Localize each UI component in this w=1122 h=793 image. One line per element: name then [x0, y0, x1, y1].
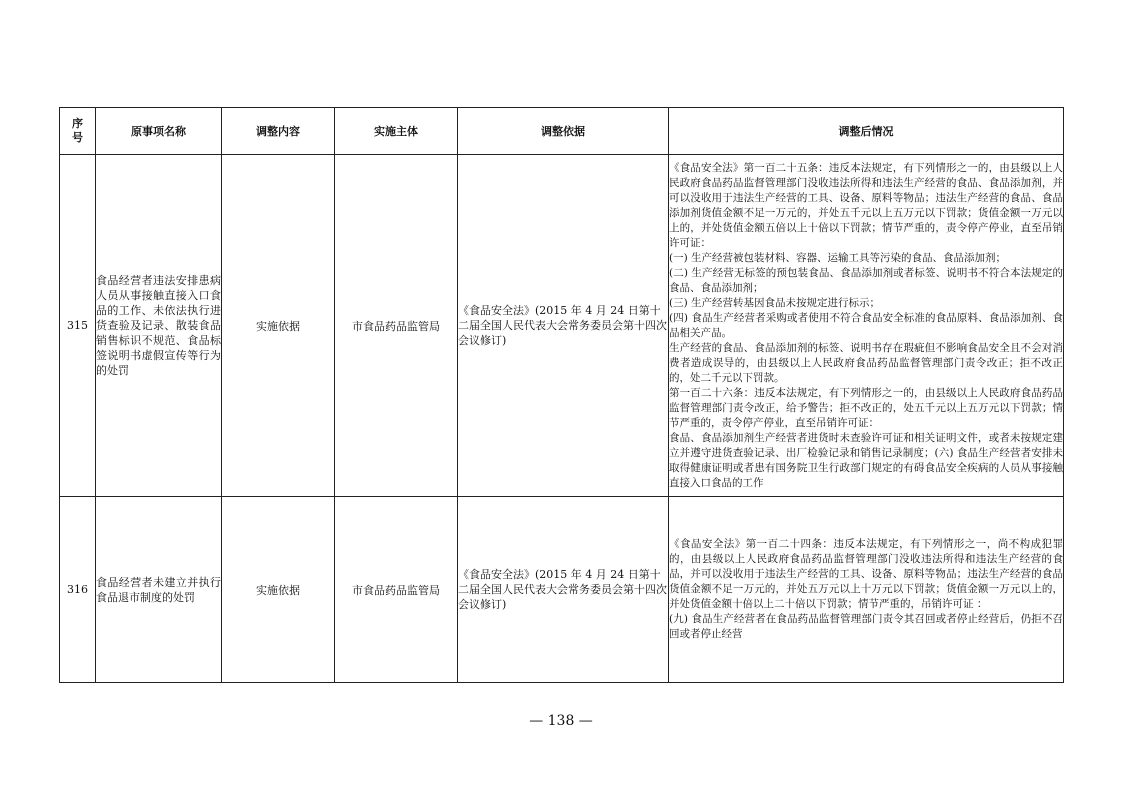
header-basis: 调整依据 — [458, 108, 669, 155]
header-after: 调整后情况 — [669, 108, 1064, 155]
header-name: 原事项名称 — [96, 108, 222, 155]
after-paragraph: (一) 生产经营被包装材料、容器、运输工具等污染的食品、食品添加剂； — [669, 251, 1007, 264]
row-content: 实施依据 — [222, 497, 335, 683]
after-paragraph: 《食品安全法》第一百二十四条：违反本法规定，有下列情形之一，尚不构成犯罪的，由县级以上人民政府食品药品监督管理部门没收违法所得和违法生产经营的食品，并可以没收用于违法生产经营的工具、设备、原料等物品；违法生产经营的食品货值金额不足一万元的，并处五万元以上十万元以下罚款；货值金额一万元以上的，并处货值金额十倍以上二十倍以下罚款；情节严重的，吊销许可证 ： — [669, 538, 1063, 610]
after-paragraph: (三) 生产经营转基因食品未按规定进行标示； — [669, 296, 881, 309]
after-paragraph: (四) 食品生产经营者采购或者使用不符合食品安全标准的食品原料、食品添加剂、食品相关产品。 — [669, 311, 1063, 339]
after-paragraph: 食品、食品添加剂生产经营者进货时未查验许可证和相关证明文件，或者未按规定建立并遵守进货查验记录、出厂检验记录和销售记录制度；(六) 食品生产经营者安排未取得健康证明或者患有国务院卫生行政部门规定的有碍食品安全疾病的人员从事接触直接入口食品的工作 — [669, 431, 1063, 489]
row-seq: 315 — [60, 155, 96, 497]
row-basis: 《食品安全法》(2015 年 4 月 24 日第十二届全国人民代表大会常务委员会第十四次会议修订) — [458, 497, 669, 683]
after-paragraph: 第一百二十六条：违反本法规定，有下列情形之一的，由县级以上人民政府食品药品监督管理部门责令改正，给予警告；拒不改正的，处五千元以上五万元以下罚款；情节严重的，责令停产停业，直至吊销许可证： — [669, 386, 1063, 429]
header-subject: 实施主体 — [335, 108, 458, 155]
table-header-row — [60, 108, 1064, 155]
row-seq: 316 — [60, 497, 96, 683]
regulation-table — [59, 107, 1064, 683]
row-after — [669, 155, 1064, 497]
after-paragraph: (九) 食品生产经营者在食品药品监督管理部门责令其召回或者停止经营后，仍拒不召回或者停止经营 — [669, 613, 1063, 640]
after-paragraph: 《食品安全法》第一百二十五条：违反本法规定，有下列情形之一的，由县级以上人民政府食品药品监督管理部门没收违法所得和违法生产经营的食品、食品添加剂，并可以没收用于违法生产经营的工具、设备、原料等物品；违法生产经营的食品、食品添加剂货值金额不足一万元的，并处五千元以上五万元以下罚款；货值金额一万元以上的，并处货值金额五倍以上十倍以下罚款；情节严重的，责令停产停业，直至吊销许可证： — [669, 161, 1063, 249]
page-number: — 138 — — [529, 713, 593, 729]
after-paragraph: 生产经营的食品、食品添加剂的标签、说明书存在瑕疵但不影响食品安全且不会对消费者造成误导的，由县级以上人民政府食品药品监督管理部门责令改正；拒不改正的，处二千元以下罚款。 — [669, 341, 1063, 384]
header-content: 调整内容 — [222, 108, 335, 155]
row-basis: 《食品安全法》(2015 年 4 月 24 日第十二届全国人民代表大会常务委员会第十四次会议修订) — [458, 155, 669, 497]
header-seq — [60, 108, 96, 155]
after-paragraph: (二) 生产经营无标签的预包装食品、食品添加剂或者标签、说明书不符合本法规定的食品、食品添加剂； — [669, 266, 1063, 294]
row-subject: 市食品药品监管局 — [335, 155, 458, 497]
table-row — [60, 155, 1064, 497]
row-after — [669, 497, 1064, 683]
row-content: 实施依据 — [222, 155, 335, 497]
row-subject: 市食品药品监管局 — [335, 497, 458, 683]
row-name: 食品经营者未建立并执行食品退市制度的处罚 — [96, 497, 222, 683]
table-row — [60, 497, 1064, 683]
row-name: 食品经营者违法安排患病人员从事接触直接入口食品的工作、未依法执行进货查验及记录、散装食品销售标识不规范、食品标签说明书虚假宣传等行为的处罚 — [96, 155, 222, 497]
header-seq-label: 序号 — [72, 117, 83, 144]
